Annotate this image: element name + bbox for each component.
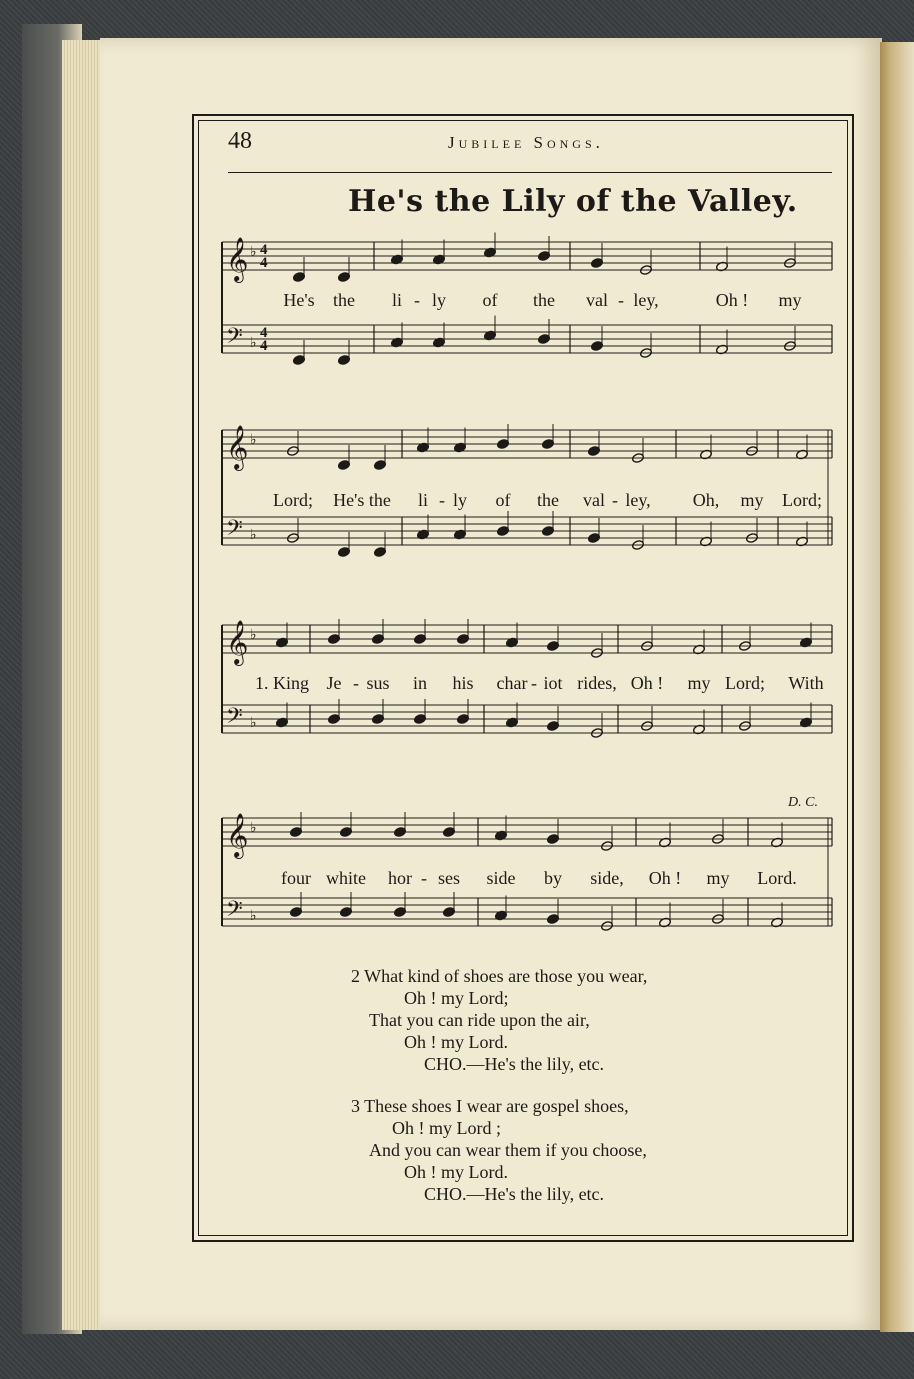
verse-line: Oh ! my Lord. — [404, 1032, 508, 1052]
lyric-syllable: ly — [431, 290, 447, 310]
lyric-syllable: iot — [543, 673, 563, 693]
bass-clef-icon: 𝄢 — [226, 516, 243, 546]
lyric-syllable: - — [618, 290, 624, 310]
lyric-syllable: With — [788, 673, 824, 693]
lyric-syllable: val — [583, 490, 605, 510]
running-head: Jubilee Songs. — [448, 133, 604, 152]
lyric-syllable: Lord; — [725, 673, 765, 693]
lyric-syllable: my — [740, 490, 764, 510]
lyric-syllable: Lord. — [757, 868, 797, 888]
bass-clef-icon: 𝄢 — [226, 704, 243, 734]
verse-line: 3 These shoes I wear are gospel shoes, — [351, 1096, 629, 1116]
verse-line: Oh ! my Lord ; — [392, 1118, 501, 1138]
lyric-syllable: side, — [590, 868, 624, 888]
lyric-syllable: rides, — [577, 673, 617, 693]
lyric-syllable: in — [412, 673, 428, 693]
lyric-syllable: by — [544, 868, 562, 888]
lyric-syllable: my — [778, 290, 802, 310]
verse-line: CHO.—He's the lily, etc. — [424, 1184, 605, 1204]
lyric-syllable: sus — [366, 673, 390, 693]
lyric-syllable: four — [281, 868, 311, 888]
lyric-syllable: Oh ! — [630, 673, 664, 693]
treble-clef-icon: 𝄞 — [226, 620, 249, 664]
verse-line: And you can wear them if you choose, — [369, 1140, 647, 1160]
lyric-syllable: white — [326, 868, 366, 888]
lyric-syllable: - — [414, 290, 420, 310]
lyric-syllable: the — [537, 490, 559, 510]
verse-line: Oh ! my Lord. — [404, 1162, 508, 1182]
flat-sign-icon: ♭ — [250, 527, 257, 543]
time-signature: 4 — [260, 242, 268, 258]
treble-clef-icon: 𝄞 — [226, 813, 249, 857]
lyric-syllable: ley, — [625, 490, 651, 510]
lyric-syllable: Lord; — [273, 490, 313, 510]
time-signature: 4 — [260, 338, 268, 354]
treble-clef-icon: 𝄞 — [226, 237, 249, 281]
verse-line: That you can ride upon the air, — [369, 1010, 590, 1030]
lyric-syllable: my — [687, 673, 711, 693]
time-signature: 4 — [260, 325, 268, 341]
page-number: 48 — [228, 128, 252, 154]
song-title: He's the Lily of the Valley. — [348, 184, 798, 219]
bass-clef-icon: 𝄢 — [226, 324, 243, 354]
flat-sign-icon: ♭ — [250, 820, 257, 836]
lyric-syllable: the — [533, 290, 555, 310]
lyric-syllable: Oh, — [692, 490, 720, 510]
lyric-syllable: Oh ! — [648, 868, 682, 888]
lyric-syllable: - — [612, 490, 618, 510]
lyric-syllable: He's — [283, 290, 315, 310]
lyric-syllable: side — [486, 868, 516, 888]
lyric-syllable: my — [706, 868, 730, 888]
lyric-syllable: val — [586, 290, 608, 310]
lyric-syllable: of — [495, 490, 511, 510]
flat-sign-icon: ♭ — [250, 335, 257, 351]
lyric-syllable: char — [496, 673, 528, 693]
lyric-syllable: of — [482, 290, 498, 310]
lyric-syllable: his — [452, 673, 474, 693]
lyric-syllable: Oh ! — [715, 290, 749, 310]
lyric-syllable: the — [333, 290, 355, 310]
lyric-syllable: Je — [326, 673, 342, 693]
verse-line: Oh ! my Lord; — [404, 988, 509, 1008]
lyric-syllable: li — [417, 490, 429, 510]
treble-clef-icon: 𝄞 — [226, 425, 249, 469]
lyric-syllable: Lord; — [782, 490, 822, 510]
lyric-syllable: - — [439, 490, 445, 510]
time-signature: 4 — [260, 255, 268, 271]
da-capo-mark: D. C. — [788, 795, 818, 810]
lyric-syllable: ses — [438, 868, 460, 888]
lyric-syllable: li — [391, 290, 403, 310]
flat-sign-icon: ♭ — [250, 432, 257, 448]
verse-line: CHO.—He's the lily, etc. — [424, 1054, 605, 1074]
lyric-syllable: - — [531, 673, 537, 693]
bass-clef-icon: 𝄢 — [226, 897, 243, 927]
lyric-syllable: - — [421, 868, 427, 888]
lyric-syllable: - — [353, 673, 359, 693]
flat-sign-icon: ♭ — [250, 715, 257, 731]
verse-line: 2 What kind of shoes are those you wear, — [351, 966, 648, 986]
lyric-syllable: hor — [388, 868, 412, 888]
flat-sign-icon: ♭ — [250, 908, 257, 924]
lyric-syllable: 1. King — [255, 673, 309, 693]
flat-sign-icon: ♭ — [250, 627, 257, 643]
flat-sign-icon: ♭ — [250, 244, 257, 260]
lyric-syllable: ley, — [633, 290, 659, 310]
lyric-syllable: He's the — [333, 490, 391, 510]
lyric-syllable: ly — [452, 490, 468, 510]
